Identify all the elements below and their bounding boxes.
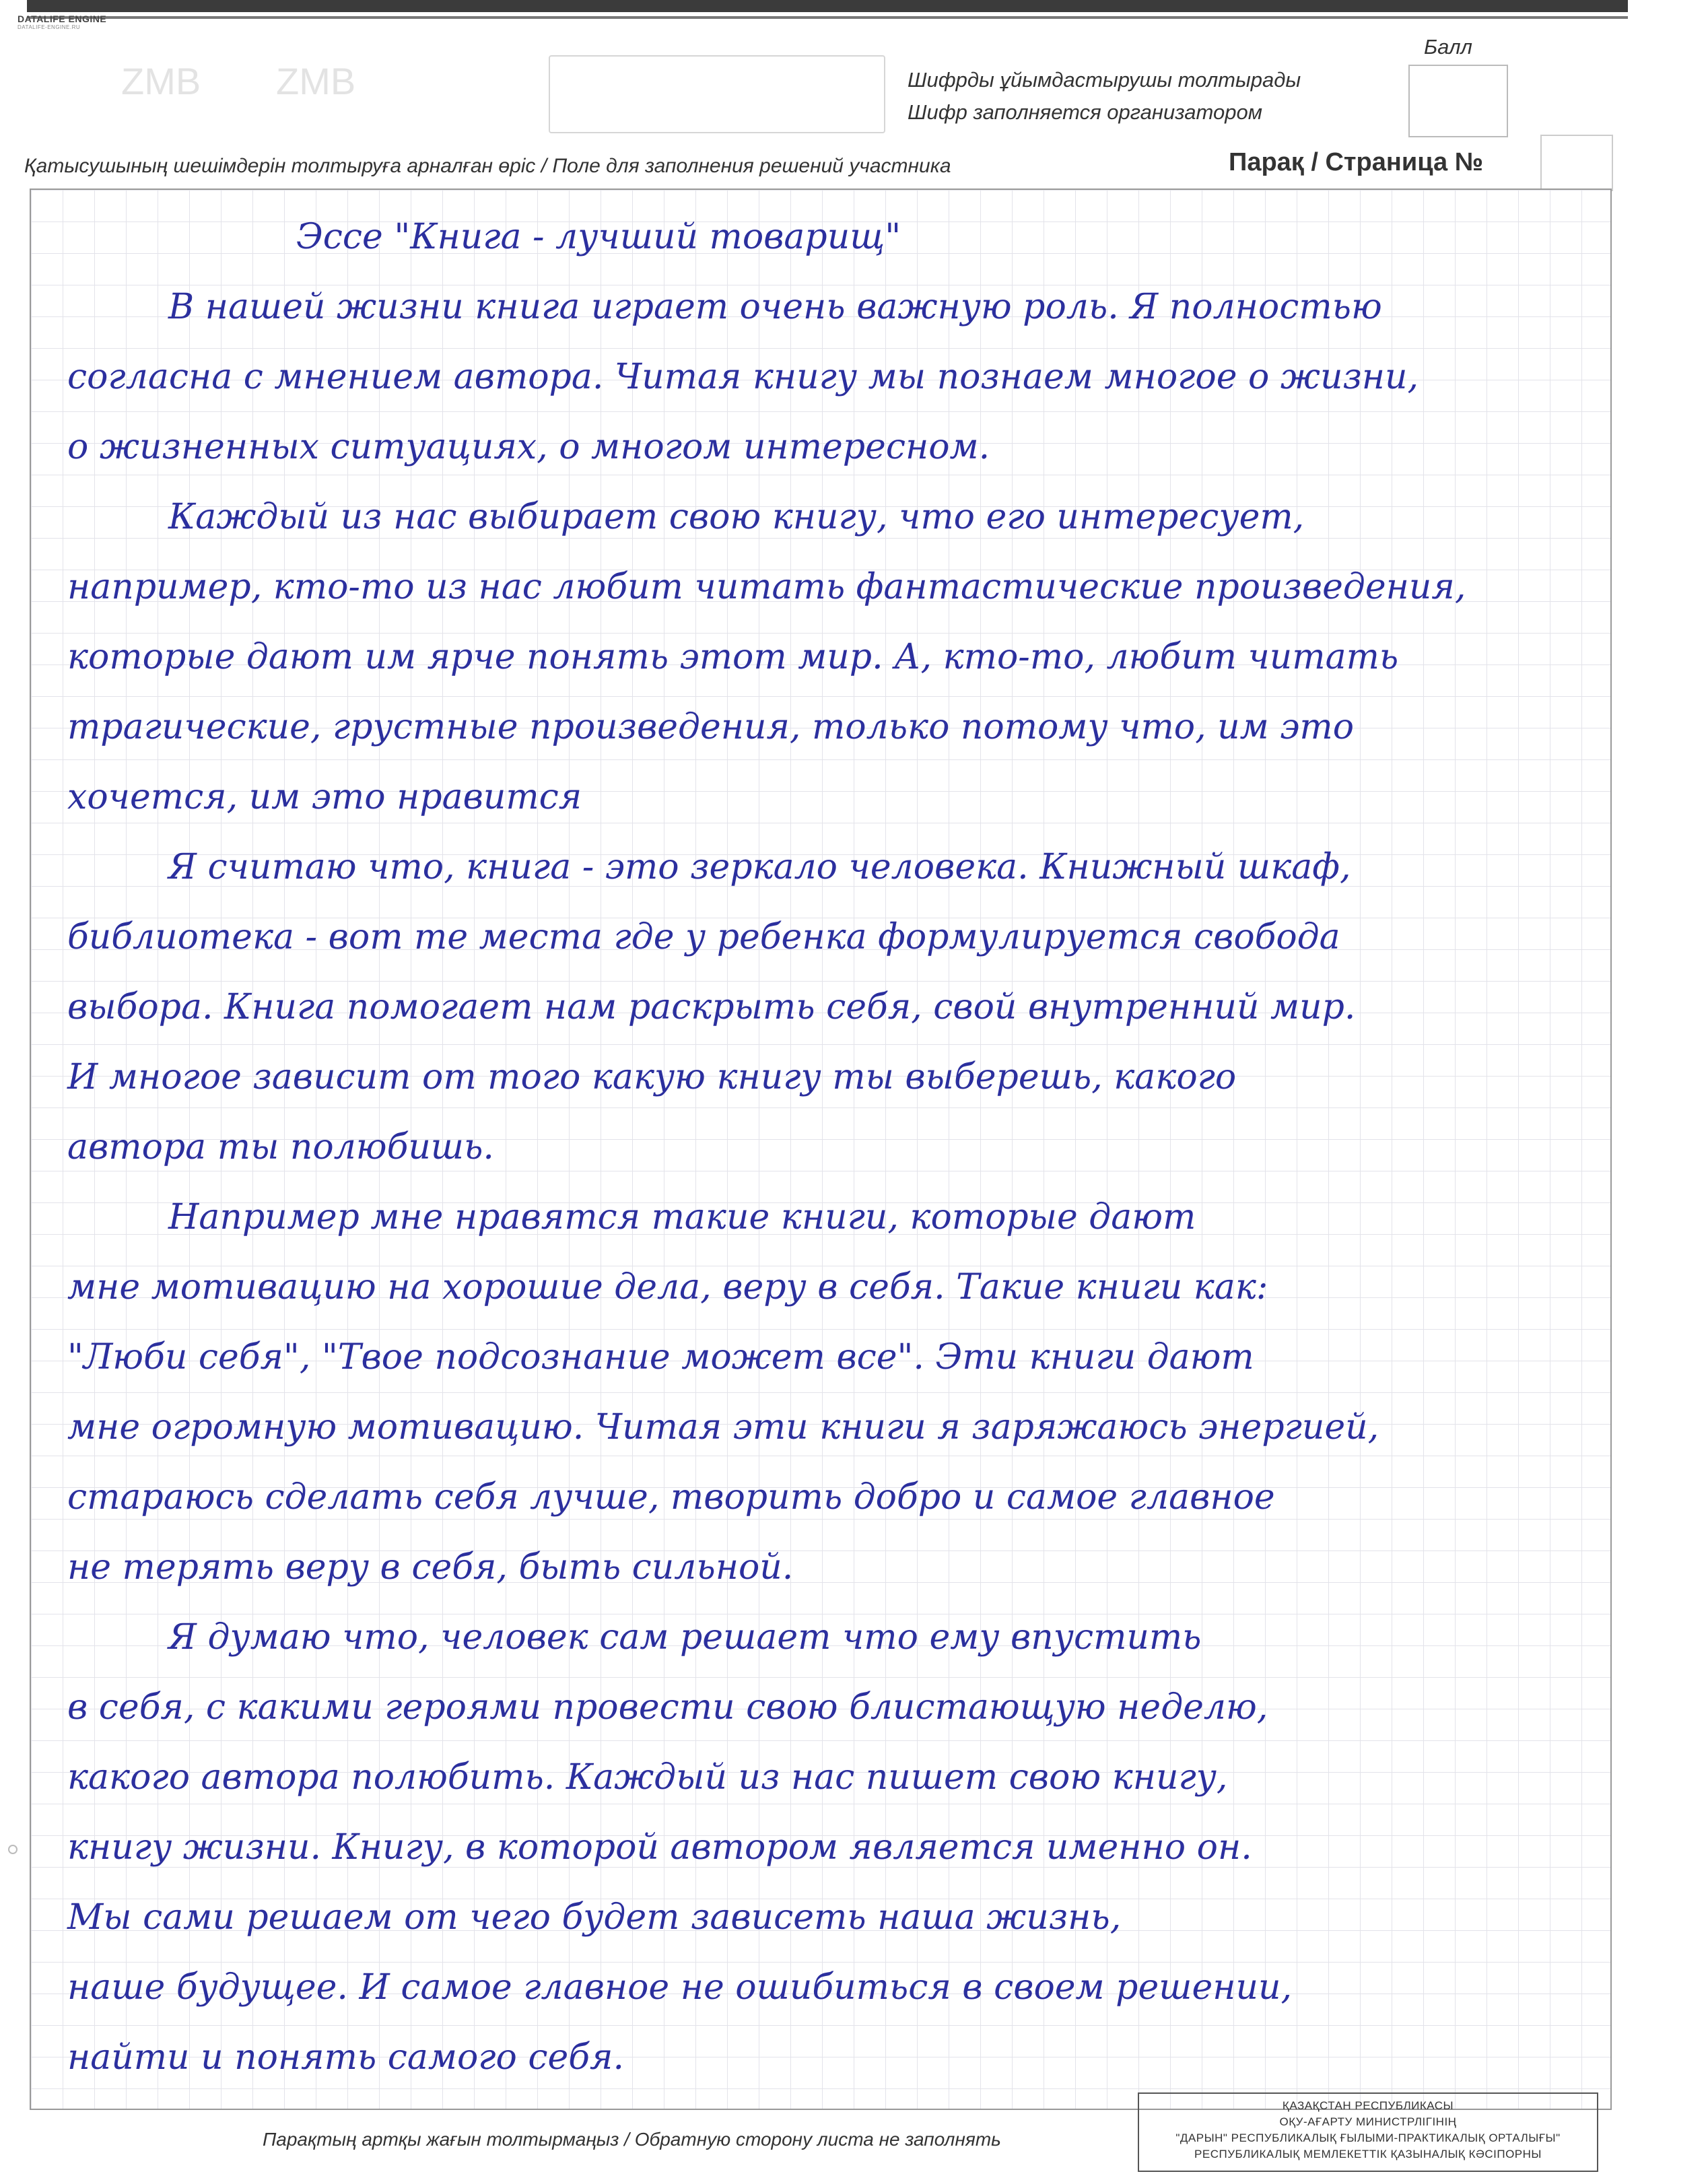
top-border-line xyxy=(27,16,1628,19)
datalife-logo xyxy=(18,13,106,30)
essay-line: какого автора полюбить. Каждый из нас пишет свою книгу, xyxy=(67,1757,1228,1798)
cipher-note-ru: Шифр заполняется организатором xyxy=(908,100,1262,124)
essay-line: выбора. Книга помогает нам раскрыть себя, свой внутренний мир. xyxy=(67,987,1356,1027)
score-label: Балл xyxy=(1424,35,1473,59)
watermark: ZMB xyxy=(121,60,201,102)
essay-line: Мы сами решаем от чего будет зависеть наша жизнь, xyxy=(67,1897,1122,1938)
cipher-note xyxy=(908,64,1301,129)
essay-line: мне мотивацию на хорошие дела, веру в себя. Такие книги как: xyxy=(67,1267,1268,1307)
essay-line: библиотека - вот те места где у ребенка формулируется свобода xyxy=(67,917,1340,957)
organization-stamp xyxy=(1138,2092,1598,2172)
stamp-line: ҚАЗАҚСТАН РЕСПУБЛИКАСЫ xyxy=(1282,2099,1454,2112)
watermark: ZMB xyxy=(276,60,356,102)
essay-title: Эссе "Книга - лучший товарищ" xyxy=(296,217,901,257)
essay-line: мне огромную мотивацию. Читая эти книги я заряжаюсь энергией, xyxy=(67,1407,1379,1447)
essay-line: например, кто-то из нас любит читать фантастические произведения, xyxy=(67,567,1466,607)
page-number-label: Парақ / Страница № xyxy=(1229,148,1484,176)
essay-line: автора ты полюбишь. xyxy=(67,1127,494,1167)
essay-line: И многое зависит от того какую книгу ты выберешь, какого xyxy=(67,1057,1237,1097)
essay-line: согласна с мнением автора. Читая книгу мы познаем многое о жизни, xyxy=(67,357,1419,397)
essay-line: стараюсь сделать себя лучше, творить добро и самое главное xyxy=(67,1477,1275,1518)
essay-line: хочется, им это нравится xyxy=(67,777,582,817)
score-box xyxy=(1408,65,1508,137)
top-border-bar xyxy=(27,0,1628,12)
handwritten-essay xyxy=(67,202,1569,2092)
stamp-line: РЕСПУБЛИКАЛЫҚ МЕМЛЕКЕТТІК ҚАЗЫНАЛЫҚ КӘСІПОРНЫ xyxy=(1194,2148,1542,2160)
essay-line: Например мне нравятся такие книги, которые дают xyxy=(168,1197,1196,1237)
back-side-note: Парақтың артқы жағын толтырмаңыз / Обратную сторону листа не заполнять xyxy=(263,2129,1001,2150)
essay-line: книгу жизни. Книгу, в которой автором является именно он. xyxy=(67,1827,1252,1868)
logo-text: DATALIFE ENGINE xyxy=(18,13,107,24)
essay-line: наше будущее. И самое главное не ошибиться в своем решении, xyxy=(67,1967,1293,2008)
essay-line: Я думаю что, человек сам решает что ему впустить xyxy=(168,1617,1202,1658)
answer-field-label: Қатысушының шешімдерін толтыруға арналған өріс / Поле для заполнения решений участника xyxy=(24,155,951,177)
binder-hole-mark xyxy=(8,1845,18,1854)
essay-line: о жизненных ситуациях, о многом интересном. xyxy=(67,427,990,467)
stamp-line: ОҚУ-АҒАРТУ МИНИСТРЛІГІНІҢ xyxy=(1279,2115,1457,2128)
essay-line: трагические, грустные произведения, только потому что, им это xyxy=(67,707,1355,747)
essay-line: "Люби себя", "Твое подсознание может все". Эти книги дают xyxy=(67,1337,1254,1377)
essay-line: Я считаю что, книга - это зеркало человека. Книжный шкаф, xyxy=(168,847,1351,887)
essay-line: В нашей жизни книга играет очень важную роль. Я полностью xyxy=(168,287,1382,327)
essay-line: найти и понять самого себя. xyxy=(67,2037,624,2078)
essay-line: не терять веру в себя, быть сильной. xyxy=(67,1547,794,1588)
logo-subtext: DATALIFE-ENGINE.RU xyxy=(18,24,81,30)
cipher-code-box xyxy=(549,55,885,133)
essay-line: Каждый из нас выбирает свою книгу, что его интересует, xyxy=(168,497,1305,537)
essay-line: которые дают им ярче понять этот мир. А, кто-то, любит читать xyxy=(67,637,1399,677)
stamp-line: "ДАРЫН" РЕСПУБЛИКАЛЫҚ ҒЫЛЫМИ-ПРАКТИКАЛЫҚ ОРТАЛЫҒЫ" xyxy=(1175,2132,1561,2144)
cipher-note-kz: Шифрды ұйымдастырушы толтырады xyxy=(908,68,1301,92)
essay-line: в себя, с какими героями провести свою блистающую неделю, xyxy=(67,1687,1268,1728)
page-number-box xyxy=(1540,135,1613,191)
